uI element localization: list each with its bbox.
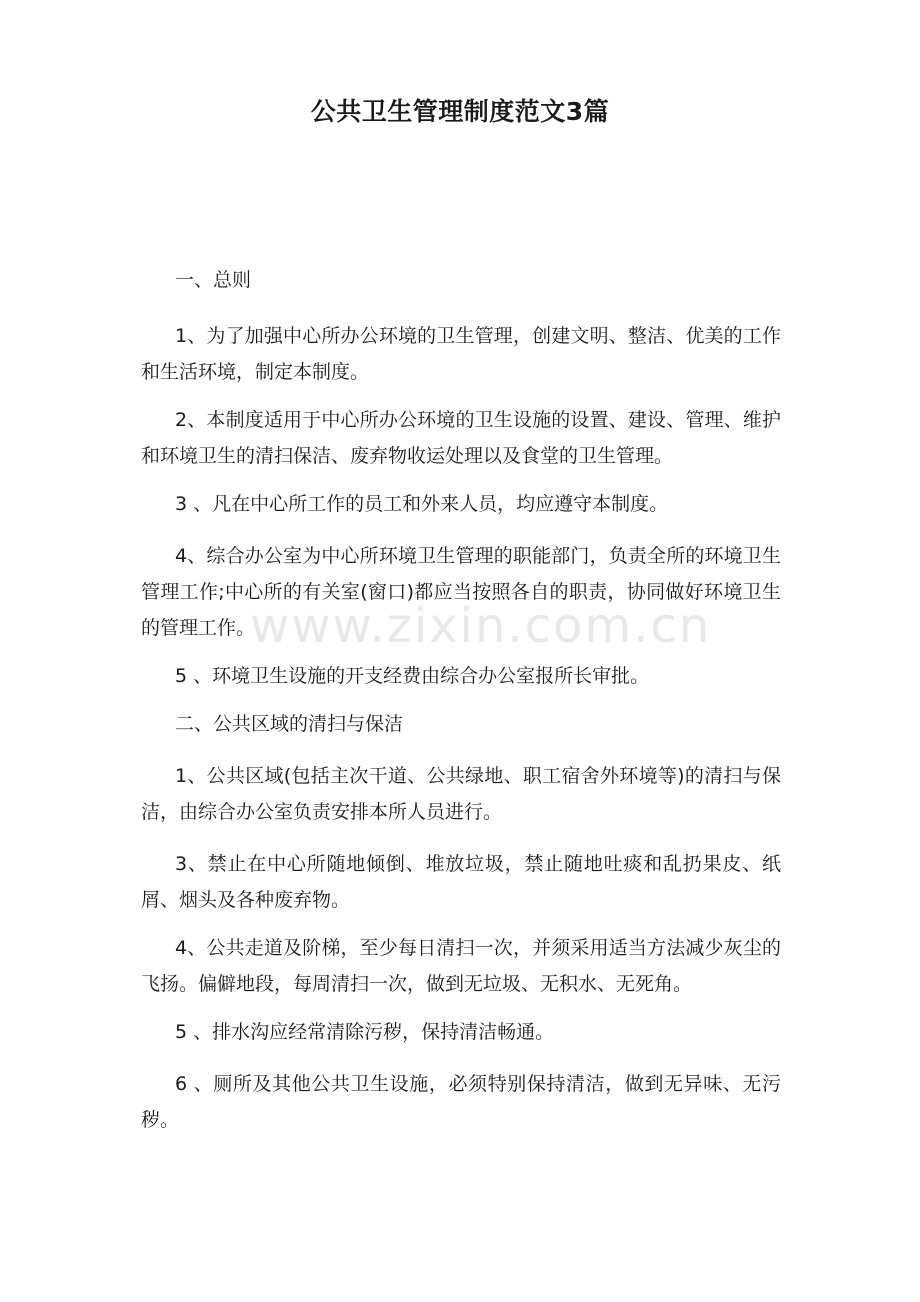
section-heading-public-areas: 二、公共区域的清扫与保洁 <box>175 713 404 735</box>
paragraph-7: 3、禁止在中心所随地倾倒、堆放垃圾，禁止随地吐痰和乱扔果皮、纸屑、烟头及各种废弃物。 <box>141 853 781 911</box>
document-body <box>141 262 781 1138</box>
watermark-text: www.zixin.com.cn <box>250 598 712 654</box>
paragraph-2: 2、本制度适用于中心所办公环境的卫生设施的设置、建设、管理、维护和环境卫生的清扫保洁、废弃物收运处理以及食堂的卫生管理。 <box>141 409 781 467</box>
document-title: 公共卫生管理制度范文3篇 <box>310 97 610 126</box>
section-heading-general: 一、总则 <box>175 269 252 291</box>
paragraph-8: 4、公共走道及阶梯，至少每日清扫一次，并须采用适当方法减少灰尘的飞扬。偏僻地段，每周清扫一次，做到无垃圾、无积水、无死角。 <box>141 937 781 995</box>
paragraph-6: 1、公共区域(包括主次干道、公共绿地、职工宿舍外环境等)的清扫与保洁，由综合办公室负责安排本所人员进行。 <box>141 765 781 823</box>
paragraph-9: 5 、排水沟应经常清除污秽，保持清洁畅通。 <box>175 1021 555 1043</box>
paragraph-3: 3 、凡在中心所工作的员工和外来人员，均应遵守本制度。 <box>175 493 669 515</box>
paragraph-4: 4、综合办公室为中心所环境卫生管理的职能部门，负责全所的环境卫生管理工作;中心所的有关室(窗口)都应当按照各自的职责，协同做好环境卫生的管理工作。 <box>141 545 781 639</box>
paragraph-1: 1、为了加强中心所办公环境的卫生管理，创建文明、整洁、优美的工作和生活环境，制定本制度。 <box>141 325 781 383</box>
paragraph-10: 6 、厕所及其他公共卫生设施，必须特别保持清洁，做到无异味、无污秽。 <box>141 1073 781 1131</box>
paragraph-5: 5 、环境卫生设施的开支经费由综合办公室报所长审批。 <box>175 665 650 687</box>
